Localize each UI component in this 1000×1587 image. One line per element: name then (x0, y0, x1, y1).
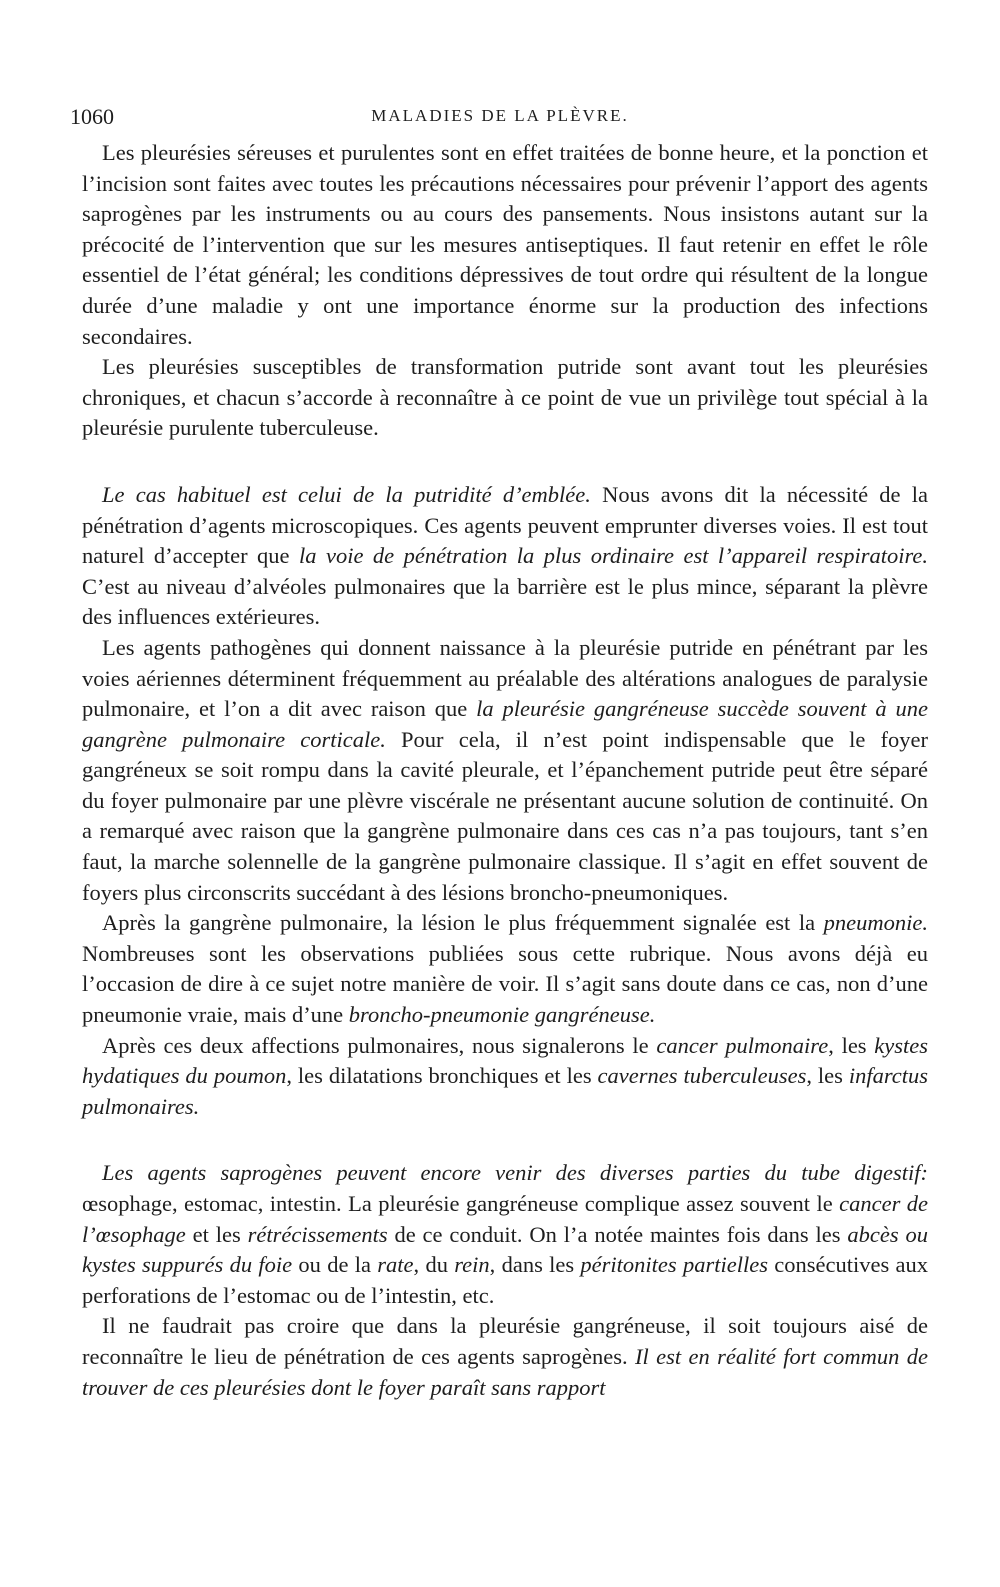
text-run: , du (413, 1252, 455, 1278)
italic-text: rein (454, 1252, 490, 1278)
text-run: Les pleurésies susceptibles de transformation putride sont avant tout les pleurésies chroniques, et chacun s’accorde à reconnaître à ce point de vue un privilège tout spécial à la pleurésie purulente tuberculeuse. (82, 354, 928, 441)
italic-text: abcès ou kystes suppurés du foie (82, 1221, 929, 1278)
text-run: Les pleurésies séreuses et purulentes sont en effet traitées de bonne heure, et la ponction et l’incision sont faites avec toutes les précautions nécessaires pour prévenir l’apport des agents saprogènes par les instruments ou au cours des pansements. Nous insistons autant sur la précocité de l’intervention que sur les mesures antiseptiques. Il faut retenir en effet le rôle essentiel de l’état général; les conditions dépressives de tout ordre qui résultent de la longue durée d’une maladie y ont une importance énorme sur la production des infections secondaires. (82, 140, 928, 349)
text-run: , dans les (489, 1252, 581, 1278)
text-run: de ce conduit. On l’a notée maintes fois dans les (387, 1221, 848, 1247)
text-run: Après ces deux affections pulmonaires, nous signalerons le (102, 1032, 657, 1058)
text-run: Pour cela, il n’est point indispensable que le foyer gangréneux se soit rompu dans la cavité pleurale, et l’épanchement putride peut être séparé du foyer pulmonaire par une plèvre viscérale ne présentant aucune solution de continuité. On a remarqué avec raison que la gangrène pulmonaire dans ces cas n’a pas toujours, tant s’en faut, la marche solennelle de la gangrène pulmonaire classique. Il s’agit en effet souvent de foyers plus circonscrits succédant à des lésions broncho-pneumoniques. (82, 726, 929, 905)
italic-text: kystes hydatiques du poumon (82, 1032, 929, 1089)
running-title: MALADIES DE LA PLÈVRE. (371, 106, 629, 125)
italic-text: Le cas habituel est celui de la putridité d’emblée. (102, 481, 591, 507)
italic-text: cavernes tuberculeuses (597, 1063, 807, 1089)
text-run: œsophage, estomac, intestin. La pleurésie gangréneuse complique assez souvent le (82, 1191, 840, 1216)
italic-text: broncho-pneumonie gangréneuse. (348, 1002, 656, 1028)
page-number: 1060 (70, 104, 114, 129)
text-run: , les dilatations bronchiques et les (286, 1063, 598, 1089)
italic-text: cancer pulmonaire (656, 1032, 829, 1058)
paragraph (82, 352, 928, 444)
italic-text: rate (377, 1252, 414, 1278)
section-gap (82, 444, 928, 480)
paragraph (82, 1158, 928, 1311)
text-run: , les (806, 1063, 849, 1089)
italic-text: Les agents saprogènes peuvent encore venir des diverses parties du tube digestif: (102, 1160, 928, 1186)
text-run: et les (185, 1221, 248, 1247)
paragraph (82, 633, 928, 908)
paragraph (82, 480, 928, 633)
italic-text: la voie de pénétration la plus ordinaire est l’appareil respiratoire. (299, 543, 929, 569)
section-gap (82, 1122, 928, 1158)
paragraph (82, 1311, 928, 1403)
italic-text: pneumonie. (823, 910, 928, 936)
text-run: Les agents pathogènes qui donnent naissance à la pleurésie putride en pénétrant par les voies aériennes déterminent fréquemment au préalable des altérations analogues de paralysie pulmonaire, et l’on a dit avec raison que (82, 634, 928, 722)
page-header (70, 104, 930, 136)
paragraph (82, 138, 928, 352)
text-run: Nous avons dit la nécessité de la pénétration d’agents microscopiques. Ces agents peuvent emprunter diverses voies. Il est tout naturel d’accepter que (82, 481, 928, 569)
text-run: C’est au niveau d’alvéoles pulmonaires que la barrière est le plus mince, séparant la plèvre des influences extérieures. (82, 573, 928, 630)
body-text (82, 138, 928, 1403)
italic-text: Il est en réalité fort commun de trouver de ces pleurésies dont le foyer paraît sans rapport (82, 1343, 929, 1400)
italic-text: péritonites partielles (580, 1252, 768, 1278)
text-run: , les (828, 1032, 875, 1058)
paragraph (82, 908, 928, 1030)
paragraph (82, 1031, 928, 1123)
italic-text: infarctus pulmonaires. (82, 1063, 928, 1119)
italic-text: cancer de l’œsophage (82, 1191, 929, 1247)
italic-text: la pleurésie gangréneuse succède souvent à une gangrène pulmonaire corticale. (82, 696, 928, 752)
text-run: Après la gangrène pulmonaire, la lésion le plus fréquemment signalée est la (102, 910, 824, 936)
text-run: consécutives aux perforations de l’estomac ou de l’intestin, etc. (82, 1252, 928, 1308)
italic-text: rétrécissements (247, 1221, 388, 1247)
text-run: Il ne faudrait pas croire que dans la pleurésie gangréneuse, il soit toujours aisé de reconnaître le lieu de pénétration de ces agents saprogènes. (82, 1313, 928, 1369)
text-run: Nombreuses sont les observations publiées sous cette rubrique. Nous avons déjà eu l’occasion de dire à ce sujet notre manière de voir. Il s’agit sans doute dans ce cas, non d’une pneumonie vraie, mais d’une (82, 940, 928, 1028)
text-run: ou de la (292, 1252, 378, 1278)
